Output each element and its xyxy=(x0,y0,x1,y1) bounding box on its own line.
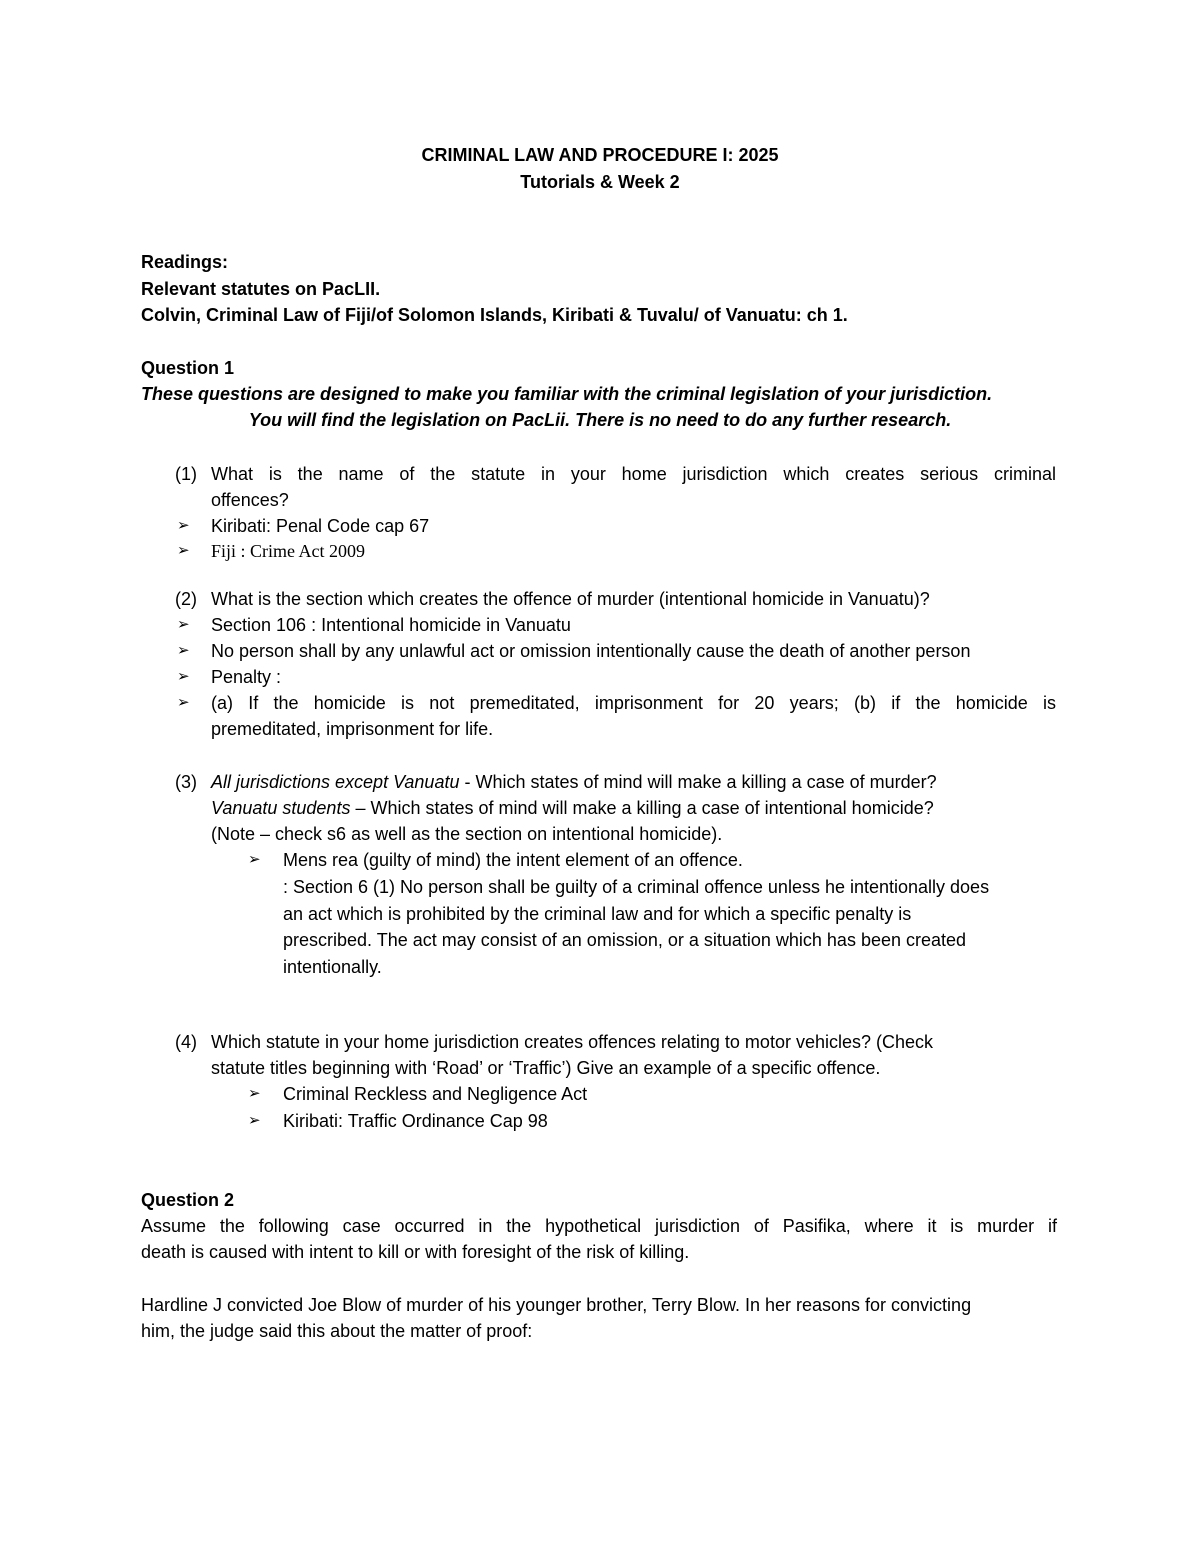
q2-bullet-3: Penalty : xyxy=(211,667,282,687)
document-title: CRIMINAL LAW AND PROCEDURE I: 2025 xyxy=(421,145,779,165)
question-1-heading: Question 1 xyxy=(141,358,235,378)
q3-line-1-italic: All jurisdictions except Vanuatu xyxy=(211,772,460,792)
readings-line-1: Relevant statutes on PacLII. xyxy=(141,279,381,299)
q3-line-3: (Note – check s6 as well as the section on intentional homicide). xyxy=(211,824,723,844)
q2-bullet-4: (a) If the homicide is not premeditated, imprisonment for 20 years; (b) if the homicide is xyxy=(211,693,1056,713)
q3-cont-2: an act which is prohibited by the criminal law and for which a specific penalty is xyxy=(283,904,912,924)
arrow-bullet-icon: ➢ xyxy=(177,616,190,633)
q3-cont-1: : Section 6 (1) No person shall be guilty of a criminal offence unless he intentionally does xyxy=(283,877,990,897)
q3-cont-3: prescribed. The act may consist of an omission, or a situation which has been created xyxy=(283,930,967,950)
arrow-bullet-icon: ➢ xyxy=(177,542,190,559)
q1-bullet-1: Kiribati: Penal Code cap 67 xyxy=(211,516,430,536)
arrow-bullet-icon: ➢ xyxy=(177,694,190,711)
q3-line-1 xyxy=(211,769,937,795)
question-2-para-1-line-1: Assume the following case occurred in the hypothetical jurisdiction of Pasifika, where it is murder if xyxy=(141,1216,1057,1236)
q2-bullet-1: Section 106 : Intentional homicide in Vanuatu xyxy=(211,615,571,635)
q2-number: (2) xyxy=(175,589,197,609)
q4-line-2: statute titles beginning with ‘Road’ or ‘Traffic’) Give an example of a specific offence. xyxy=(211,1058,881,1078)
q3-line-2 xyxy=(211,795,934,821)
arrow-bullet-icon: ➢ xyxy=(177,668,190,685)
question-2-para-1-line-2: death is caused with intent to kill or with foresight of the risk of killing. xyxy=(141,1242,690,1262)
q3-line-2-italic: Vanuatu students xyxy=(211,798,351,818)
q1-line-2: offences? xyxy=(211,490,289,510)
question-2-heading: Question 2 xyxy=(141,1190,235,1210)
arrow-bullet-icon: ➢ xyxy=(177,642,190,659)
document-subtitle: Tutorials & Week 2 xyxy=(520,172,680,192)
arrow-bullet-icon: ➢ xyxy=(248,1085,261,1102)
question-2-para-2-line-2: him, the judge said this about the matter of proof: xyxy=(141,1321,533,1341)
q3-line-1-rest: - Which states of mind will make a killing a case of murder? xyxy=(459,772,937,792)
q4-line-1: Which statute in your home jurisdiction creates offences relating to motor vehicles? (Check xyxy=(211,1032,934,1052)
arrow-bullet-icon: ➢ xyxy=(177,517,190,534)
q2-bullet-2: No person shall by any unlawful act or omission intentionally cause the death of another person xyxy=(211,641,971,661)
q4-bullet-1: Criminal Reckless and Negligence Act xyxy=(283,1084,588,1104)
q3-bullet: Mens rea (guilty of mind) the intent element of an offence. xyxy=(283,850,743,870)
arrow-bullet-icon: ➢ xyxy=(248,851,261,868)
q3-number: (3) xyxy=(175,772,197,792)
q2-line-1: What is the section which creates the offence of murder (intentional homicide in Vanuatu)? xyxy=(211,589,930,609)
q1-number: (1) xyxy=(175,464,197,484)
q3-line-2-rest: – Which states of mind will make a killing a case of intentional homicide? xyxy=(350,798,934,818)
q1-bullet-2: Fiji : Crime Act 2009 xyxy=(211,541,366,561)
arrow-bullet-icon: ➢ xyxy=(248,1112,261,1129)
q3-cont-4: intentionally. xyxy=(283,957,382,977)
q4-number: (4) xyxy=(175,1032,197,1052)
q4-bullet-2: Kiribati: Traffic Ordinance Cap 98 xyxy=(283,1111,548,1131)
q1-line-1: What is the name of the statute in your home jurisdiction which creates serious criminal xyxy=(211,464,1056,484)
q2-bullet-4-cont: premeditated, imprisonment for life. xyxy=(211,719,494,739)
readings-line-2: Colvin, Criminal Law of Fiji/of Solomon Islands, Kiribati & Tuvalu/ of Vanuatu: ch 1. xyxy=(141,305,848,325)
question-2-para-2-line-1: Hardline J convicted Joe Blow of murder of his younger brother, Terry Blow. In her reasons for convicting xyxy=(141,1295,972,1315)
question-1-intro-1: These questions are designed to make you familiar with the criminal legislation of your jurisdiction. xyxy=(141,384,993,404)
question-1-intro-2: You will find the legislation on PacLii. There is no need to do any further research. xyxy=(248,410,952,430)
readings-heading: Readings: xyxy=(141,252,229,272)
